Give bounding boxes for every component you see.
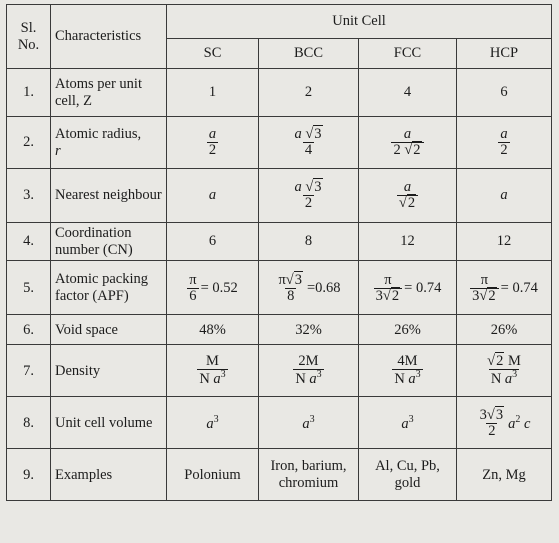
coefficient: 2 <box>393 142 401 158</box>
sqrt: √2 <box>404 142 421 158</box>
cell-hcp <box>457 345 552 397</box>
row-characteristic: Nearest neighbour <box>51 169 167 223</box>
avogadro: N <box>199 371 210 388</box>
table-row <box>7 345 552 397</box>
cell-hcp: 12 <box>457 223 552 261</box>
value: = 0.52 <box>200 280 238 296</box>
fraction <box>485 354 523 387</box>
header-row <box>7 5 552 39</box>
row-characteristic: Examples <box>51 449 167 501</box>
row-number: 5. <box>7 261 51 315</box>
denominator: 2 <box>208 142 217 158</box>
variable: a <box>401 415 409 432</box>
cell-sc <box>167 261 259 315</box>
numerator <box>276 273 305 288</box>
mass: M <box>507 353 521 370</box>
denominator <box>397 195 418 211</box>
fraction <box>293 354 323 387</box>
cell-hcp: 26% <box>457 315 552 345</box>
header-fcc: FCC <box>359 39 457 69</box>
fraction <box>207 127 218 158</box>
cell-bcc <box>259 117 359 169</box>
exponent: 3 <box>220 369 226 381</box>
denominator <box>392 369 422 387</box>
fraction <box>470 273 498 304</box>
coefficient: 3 <box>375 287 383 304</box>
cell-bcc <box>259 397 359 449</box>
denominator <box>374 288 402 304</box>
expression <box>276 273 340 304</box>
numerator: a <box>403 178 412 195</box>
cell-fcc: 4 <box>359 69 457 117</box>
sqrt: √3 <box>285 271 302 288</box>
numerator <box>292 180 324 195</box>
sqrt: √3 <box>305 125 322 142</box>
numerator: M <box>206 353 219 370</box>
value: = 0.74 <box>500 280 538 296</box>
cell-sc <box>167 345 259 397</box>
cell-hcp <box>457 117 552 169</box>
fraction <box>292 180 324 211</box>
characteristic-variable: r <box>55 142 61 159</box>
denominator: 8 <box>287 287 295 304</box>
cell-bcc: 8 <box>259 223 359 261</box>
cell-fcc <box>359 397 457 449</box>
fraction <box>478 408 506 439</box>
cell-bcc: 2 <box>259 69 359 117</box>
header-unit-cell: Unit Cell <box>167 5 552 39</box>
exponent: 2 <box>515 414 521 426</box>
variable: a <box>309 371 317 388</box>
cell-bcc <box>259 261 359 315</box>
header-characteristics: Characteristics <box>51 5 167 69</box>
radicand: 2 <box>413 142 421 158</box>
header-bcc: BCC <box>259 39 359 69</box>
coefficient: 3 <box>479 406 487 423</box>
fraction <box>374 273 402 304</box>
cell-bcc <box>259 169 359 223</box>
radicand: 2 <box>496 353 504 370</box>
cell-hcp: a <box>457 169 552 223</box>
numerator: π <box>384 271 392 288</box>
row-characteristic: Atoms per unit cell, Z <box>51 69 167 117</box>
cell-sc: 48% <box>167 315 259 345</box>
row-number: 1. <box>7 69 51 117</box>
exponent: 3 <box>415 369 421 381</box>
cell-sc: Polonium <box>167 449 259 501</box>
table-row <box>7 223 552 261</box>
numerator: a <box>500 125 508 142</box>
table-row <box>7 169 552 223</box>
numerator: a <box>208 125 217 142</box>
numerator <box>485 354 523 369</box>
expression <box>478 408 531 439</box>
row-characteristic: Unit cell volume <box>51 397 167 449</box>
denominator <box>470 288 498 304</box>
value: = 0.74 <box>404 280 442 296</box>
radicand: 2 <box>391 287 400 304</box>
characteristic-label: Atomic radius, <box>55 125 142 142</box>
cell-bcc <box>259 345 359 397</box>
variable: a <box>508 415 516 432</box>
denominator: 4 <box>304 142 313 158</box>
exponent: 3 <box>512 369 518 381</box>
sqrt: √2 <box>398 195 416 211</box>
cell-fcc <box>359 261 457 315</box>
cell-sc: a <box>167 169 259 223</box>
variable: a <box>206 415 214 432</box>
numerator <box>478 408 506 423</box>
row-characteristic: Void space <box>51 315 167 345</box>
variable: a <box>294 178 302 195</box>
fraction <box>498 127 509 158</box>
cell-fcc <box>359 169 457 223</box>
variable: a <box>302 415 310 432</box>
fraction <box>197 354 227 387</box>
radicand: 3 <box>495 406 504 423</box>
cell-bcc: Iron, barium, chromium <box>259 449 359 501</box>
variable: a <box>504 371 513 388</box>
variable: a <box>408 371 416 388</box>
variable-c: c <box>523 415 531 432</box>
radicand: 3 <box>294 271 302 288</box>
numerator: 4M <box>397 353 418 370</box>
avogadro: N <box>295 371 306 388</box>
cell-sc <box>167 117 259 169</box>
denominator <box>293 369 323 387</box>
coefficient: 3 <box>472 287 480 304</box>
cell-bcc: 32% <box>259 315 359 345</box>
expression <box>187 273 238 304</box>
cell-sc: 1 <box>167 69 259 117</box>
row-number: 4. <box>7 223 51 261</box>
exponent: 3 <box>213 413 219 425</box>
fraction <box>391 127 423 158</box>
variable: a <box>213 371 221 388</box>
exponent: 3 <box>408 413 414 425</box>
fraction <box>392 354 422 387</box>
denominator <box>489 369 519 387</box>
fraction <box>292 127 324 158</box>
row-characteristic: Coordination number (CN) <box>51 223 167 261</box>
sqrt: √3 <box>305 178 322 195</box>
cell-fcc <box>359 345 457 397</box>
cell-hcp: Zn, Mg <box>457 449 552 501</box>
fraction <box>397 180 418 211</box>
radicand: 2 <box>488 287 496 304</box>
pi: π <box>278 271 286 288</box>
header-sc: SC <box>167 39 259 69</box>
header-sl-no: Sl. No. <box>7 5 51 69</box>
denominator: 6 <box>189 287 197 304</box>
row-number: 2. <box>7 117 51 169</box>
row-number: 7. <box>7 345 51 397</box>
numerator: π <box>480 271 489 288</box>
row-number: 3. <box>7 169 51 223</box>
avogadro: N <box>490 371 502 388</box>
sqrt: √3 <box>486 406 504 423</box>
radicand: 3 <box>314 178 322 195</box>
denominator <box>391 142 423 158</box>
table-row <box>7 261 552 315</box>
unit-cell-table <box>6 4 552 501</box>
sqrt: √2 <box>487 353 504 370</box>
table-row <box>7 69 552 117</box>
table-row <box>7 117 552 169</box>
table-row <box>7 397 552 449</box>
row-number: 9. <box>7 449 51 501</box>
sqrt: √2 <box>382 287 400 304</box>
numerator: π <box>189 271 197 288</box>
row-number: 8. <box>7 397 51 449</box>
numerator <box>292 127 324 142</box>
radicand: 2 <box>407 195 416 211</box>
cell-fcc <box>359 117 457 169</box>
row-characteristic <box>51 117 167 169</box>
cell-hcp <box>457 261 552 315</box>
table-row <box>7 449 552 501</box>
numerator: a <box>403 125 412 142</box>
expression <box>374 273 442 304</box>
cell-sc <box>167 397 259 449</box>
cell-sc: 6 <box>167 223 259 261</box>
avogadro: N <box>394 371 405 388</box>
denominator: 2 <box>500 142 508 158</box>
cell-fcc: Al, Cu, Pb, gold <box>359 449 457 501</box>
exponent: 3 <box>316 369 322 381</box>
variable: a <box>294 125 302 142</box>
row-number: 6. <box>7 315 51 345</box>
header-hcp: HCP <box>457 39 552 69</box>
expression <box>470 273 538 304</box>
numerator: 2M <box>298 353 319 370</box>
cell-hcp: 6 <box>457 69 552 117</box>
cell-hcp <box>457 397 552 449</box>
row-characteristic: Atomic packing factor (APF) <box>51 261 167 315</box>
fraction <box>187 273 198 304</box>
cell-fcc: 26% <box>359 315 457 345</box>
denominator: 2 <box>488 422 496 439</box>
denominator: 2 <box>304 195 313 211</box>
sqrt: √2 <box>479 287 496 304</box>
cell-fcc: 12 <box>359 223 457 261</box>
exponent: 3 <box>309 413 315 425</box>
denominator <box>197 369 227 387</box>
table-row <box>7 315 552 345</box>
fraction <box>276 273 305 304</box>
value: =0.68 <box>306 280 341 296</box>
row-characteristic: Density <box>51 345 167 397</box>
radicand: 3 <box>314 125 322 142</box>
